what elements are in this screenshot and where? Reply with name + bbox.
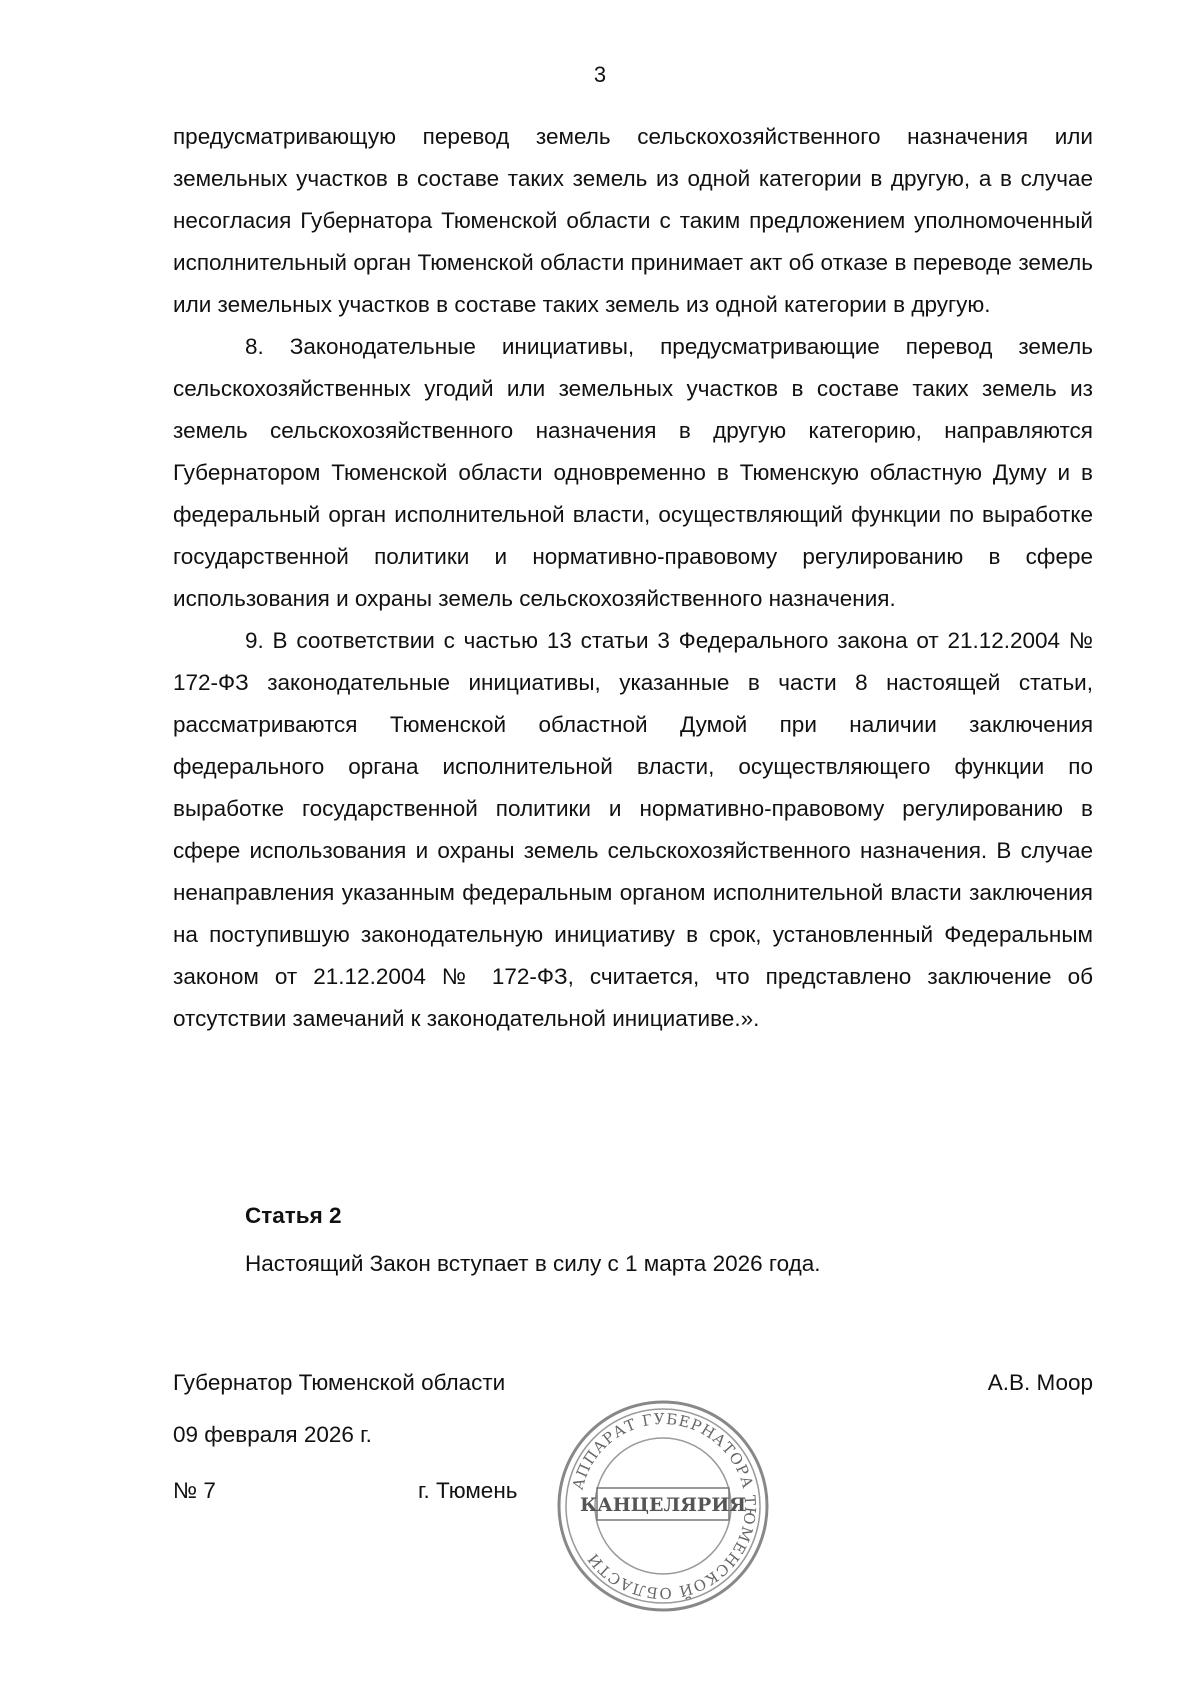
document-body xyxy=(173,116,1093,1040)
page-number: 3 xyxy=(593,62,607,87)
paragraph-continuation: предусматривающую перевод земель сельскохозяйственного назначения или земельных участков в составе таких земель из одной категории в другую, а в случае несогласия Губернатора Тюменской области с таким предложением уполномоченный исполнительный орган Тюменской области принимает акт об отказе в переводе земель или земельных участков в составе таких земель из одной категории в другую. xyxy=(173,124,1093,317)
paragraph-8: 8. Законодательные инициативы, предусматривающие перевод земель сельскохозяйственных угодий или земельных участков в составе таких земель из земель сельскохозяйственного назначения в другую категорию, направляются Губернатором Тюменской области одновременно в Тюменскую областную Думу и в федеральный орган исполнительной власти, осуществляющий функции по выработке государственной политики и нормативно-правовому регулированию в сфере использования и охраны земель сельскохозяйственного назначения. xyxy=(173,334,1093,611)
signing-date: 09 февраля 2026 г. xyxy=(173,1422,372,1447)
paragraph-9: 9. В соответствии с частью 13 статьи 3 Федерального закона от 21.12.2004 № 172-ФЗ законодательные инициативы, указанные в части 8 настоящей статьи, рассматриваются Тюменской областной Думой при наличии заключения федерального органа исполнительной власти, осуществляющего функции по выработке государственной политики и нормативно-правовому регулированию в сфере использования и охраны земель сельскохозяйственного назначения. В случае ненаправления указанным федеральным органом исполнительной власти заключения на поступившую законодательную инициативу в срок, установленный Федеральным законом от 21.12.2004 № 172-ФЗ, считается, что представлено заключение об отсутствии замечаний к законодательной инициативе.». xyxy=(173,628,1093,1031)
seal-center-text: КАНЦЕЛЯРИЯ xyxy=(579,1494,747,1516)
signatory-position: Губернатор Тюменской области xyxy=(173,1370,506,1395)
city: г. Тюмень xyxy=(418,1478,518,1503)
official-seal xyxy=(555,1398,771,1614)
law-number: № 7 xyxy=(173,1478,216,1503)
article-2-text: Настоящий Закон вступает в силу с 1 марта 2026 года. xyxy=(245,1251,821,1276)
seal-ring-text: АППАРАТ ГУБЕРНАТОРА ТЮМЕНСКОЙ ОБЛАСТИ xyxy=(568,1409,760,1603)
signatory-name: А.В. Моор xyxy=(987,1370,1093,1395)
article-2-title: Статья 2 xyxy=(245,1203,342,1228)
